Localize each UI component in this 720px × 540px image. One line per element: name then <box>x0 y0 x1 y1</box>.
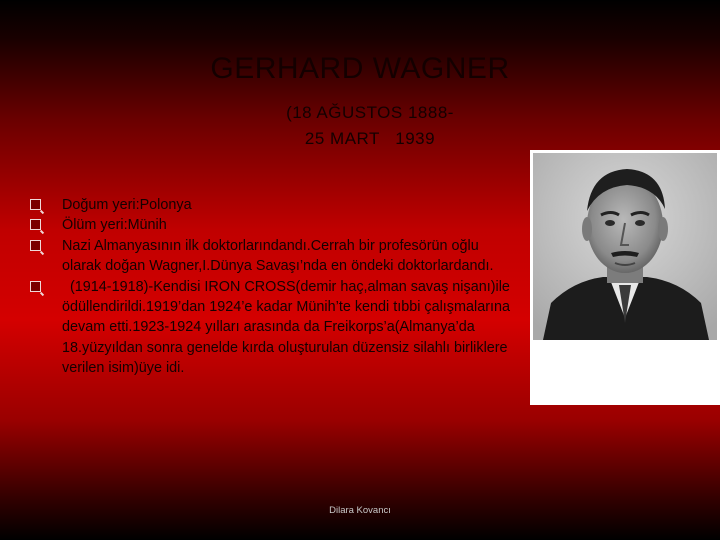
checkbox-bullet-icon <box>30 281 41 292</box>
bullet-birthplace <box>30 195 520 215</box>
bullet-career <box>30 277 520 379</box>
portrait-photo <box>533 153 717 340</box>
slide-title: GERHARD WAGNER <box>210 52 510 85</box>
bullet-text: (1914-1918)-Kendisi IRON CROSS(demir haç,alman savaş nişanı)ile ödüllendirildi.1919’dan 1924’e kadar Münih’te kendi tıbbi çalışmalarına devam etti.1923-1924 yılları arasında da Freikorps’a(Almanya’da 18.yüzyıldan sonra genelde kırda oluşturulan düzensiz silahlı birliklere verilen isim)üye idi. <box>62 278 514 377</box>
slide-subtitle <box>220 100 520 152</box>
bullet-text: Ölüm yeri:Münih <box>62 217 167 234</box>
subtitle-line-2: 25 MART 1939 <box>304 129 436 148</box>
bullet-text: Nazi Almanyasının ilk doktorlarındandı.Cerrah bir profesörün oğlu olarak doğan Wagner,I.Dünya Savaşı’nda en öndeki doktorlardandı. <box>62 237 494 275</box>
checkbox-bullet-icon <box>30 219 41 230</box>
checkbox-bullet-icon <box>30 199 41 210</box>
bullet-text: Doğum yeri:Polonya <box>62 197 192 213</box>
checkbox-bullet-icon <box>30 240 41 251</box>
bullet-biography <box>30 236 520 277</box>
bullet-list <box>30 195 520 379</box>
portrait-frame <box>530 150 720 405</box>
bullet-deathplace <box>30 215 520 235</box>
subtitle-line-1: (18 AĞUSTOS 1888- <box>286 103 454 122</box>
author-footer: Dilara Kovancı <box>329 505 391 516</box>
portrait-image <box>533 153 717 340</box>
